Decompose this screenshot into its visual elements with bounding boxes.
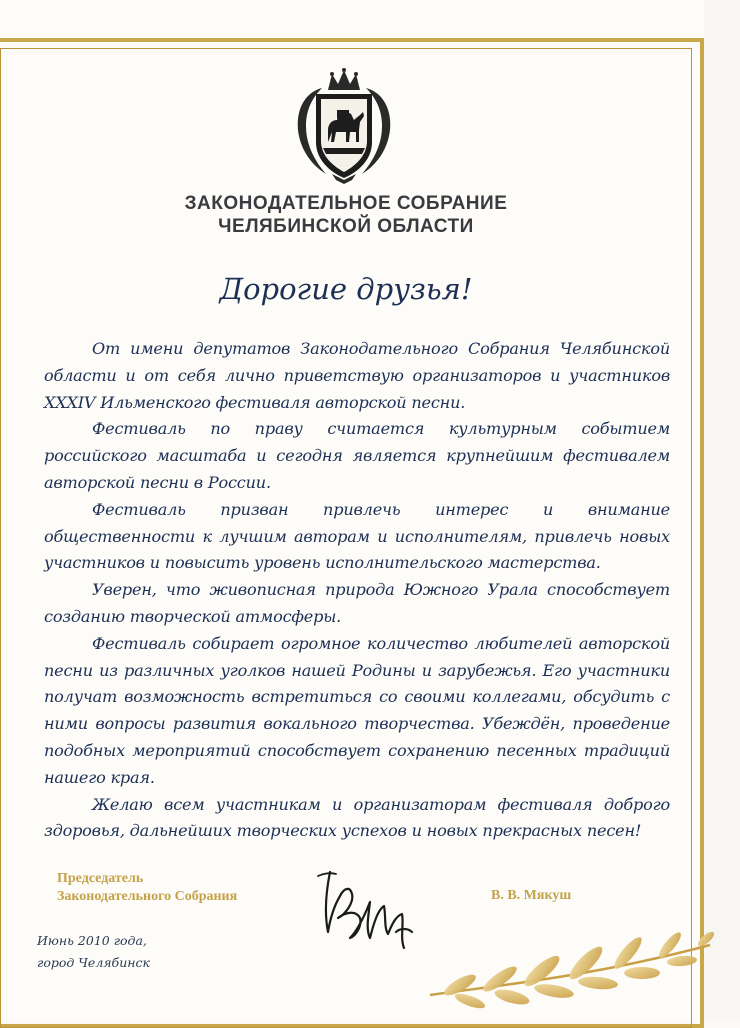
position-line2: Законодательного Собрания bbox=[57, 889, 238, 904]
laurel-branch-icon bbox=[420, 915, 720, 1019]
page-margin bbox=[704, 0, 740, 1019]
handwritten-signature-icon bbox=[300, 862, 440, 957]
paragraph: От имени депутатов Законодательного Собрания Челябинской области и от себя лично приветствую организаторов и участников XXXIV Ильменского фестиваля авторской песни. bbox=[44, 339, 670, 412]
organization-name-line1: ЗАКОНОДАТЕЛЬНОЕ СОБРАНИЕ bbox=[184, 193, 508, 214]
paragraph: Фестиваль по праву считается культурным событием российского масштаба и сегодня является крупнейшим фестивалем авторской песни в России. bbox=[44, 419, 670, 492]
paragraph: Уверен, что живописная природа Южного Урала способствует созданию творческой атмосферы. bbox=[44, 580, 670, 626]
paragraph: Желаю всем участникам и организаторам фестиваля доброго здоровья, дальнейших творческих успехов и новых прекрасных песен! bbox=[44, 794, 670, 841]
letter-body bbox=[44, 336, 670, 845]
chelyabinsk-coat-of-arms-icon bbox=[292, 68, 396, 184]
paragraph: Фестиваль призван привлечь интерес и внимание общественности к лучшим авторам и исполнителям, привлечь новых участников и повысить уровень исполнительского мастерства. bbox=[44, 499, 670, 573]
signatory-position bbox=[57, 870, 237, 906]
date-text: Июнь 2010 года, bbox=[37, 933, 147, 948]
date-place bbox=[37, 930, 150, 974]
organization-name-line2: ЧЕЛЯБИНСКОЙ ОБЛАСТИ bbox=[218, 216, 474, 237]
city-text: город Челябинск bbox=[37, 955, 150, 970]
signatory-name: В. В. Мякуш bbox=[491, 888, 572, 903]
position-line1: Председатель bbox=[57, 871, 144, 886]
paragraph: Фестиваль собирает огромное количество любителей авторской песни из различных уголков нашей Родины и зарубежья. Его участники получат возможность встретиться со своими коллегами, обсудить с ними вопросы развития вокального творчества. Убеждён, проведение подобных мероприятий способствует сохранению песенных традиций нашего края. bbox=[44, 633, 670, 787]
greeting-heading: Дорогие друзья! bbox=[219, 272, 473, 306]
